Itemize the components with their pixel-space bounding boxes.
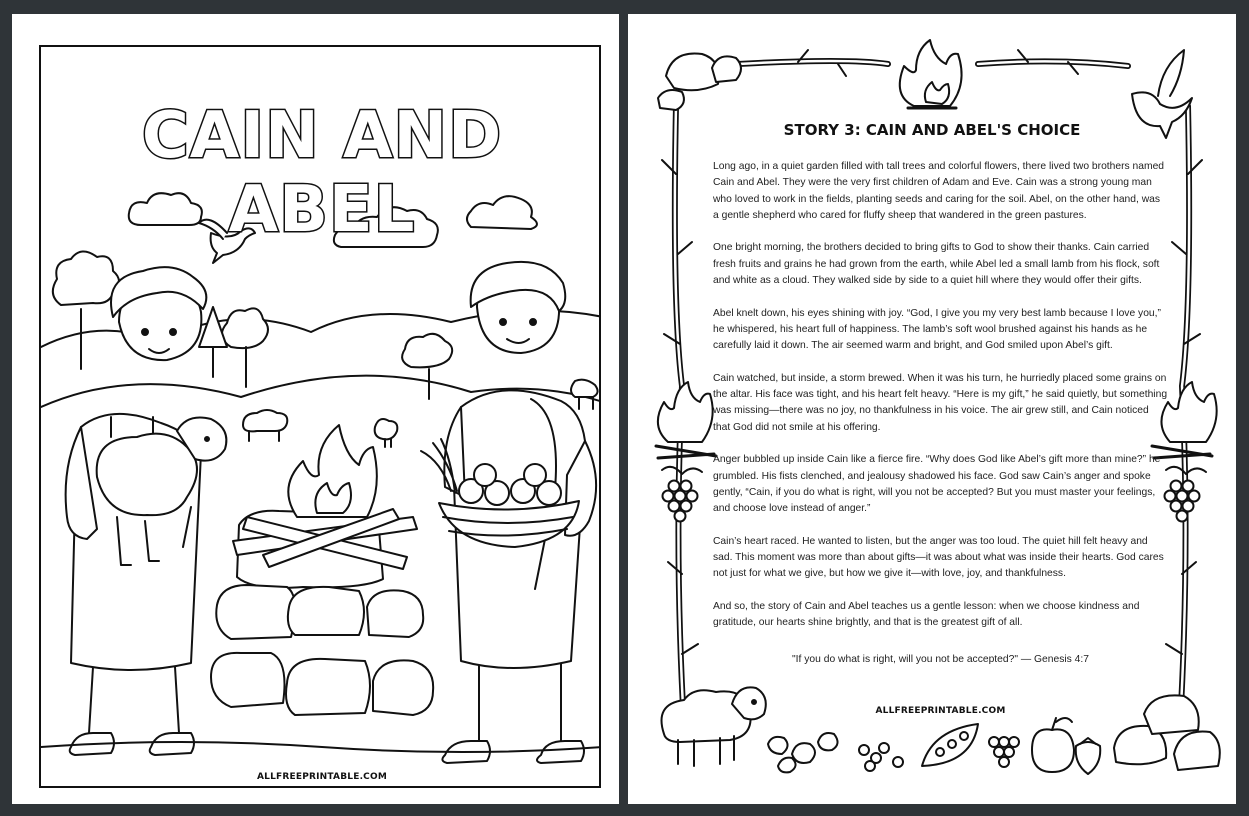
flame-icon <box>288 425 377 517</box>
story-paragraph: Abel knelt down, his eyes shining with joy. “God, I give you my very best lamb because I love you,” he whispered, his heart full of happiness. The lamb’s soft wool brushed against his hands as he carefully laid it down. The air seemed warm and bright, and God smiled upon Abel’s gift. <box>713 307 1161 352</box>
grapes-icon <box>662 467 702 522</box>
goat-icon <box>571 380 598 409</box>
cover-frame <box>39 45 601 788</box>
coloring-page <box>12 14 619 804</box>
story-paragraph: Cain watched, but inside, a storm brewed. When it was his turn, he hurriedly placed some grains on the altar. His face was tight, and his heart felt heavy. “Here is my gift,” he said quietly, but something was missing—there was no joy, no thankfulness in his voice. The air grew still, and Cain noticed that God did not smile at his offering. <box>713 372 1168 433</box>
story-title: STORY 3: CAIN AND ABEL'S CHOICE <box>783 121 1081 139</box>
beans-icon <box>768 733 903 772</box>
bible-verse: "If you do what is right, will you not be accepted?" — Genesis 4:7 <box>792 654 1089 665</box>
cover-title: CAIN AND ABEL <box>141 99 503 247</box>
ground-line <box>41 742 601 752</box>
apple-icon <box>1032 718 1074 772</box>
story-body <box>713 159 1168 648</box>
hen-icon <box>375 419 398 447</box>
stones-icon <box>658 53 741 110</box>
strawberry-icon <box>1076 738 1101 774</box>
flame-icon <box>900 40 962 108</box>
lamb-icon <box>662 687 766 766</box>
story-page <box>628 14 1236 804</box>
dove-icon <box>1132 50 1192 138</box>
story-paragraph: Long ago, in a quiet garden filled with tall trees and colorful flowers, there lived two brothers named Cain and Abel. They were the very first children of Adam and Eve. Cain was a strong young man who loved to work in the fields, planting seeds and caring for the soil. Abel, on the other hand, was a gentle shepherd who cared for fluffy sheep that wandered in the green pastures. <box>713 161 1165 221</box>
story-paragraph: One bright morning, the brothers decided to bring gifts to God to show their thanks. Cain carried fresh fruits and grains he had grown from the earth, while Abel led a small lamb from his flock, soft and white as a cloud. They walked side by side to a quiet hill where they would offer their gifts. <box>713 242 1160 287</box>
site-footer: ALLFREEPRINTABLE.COM <box>875 706 1006 716</box>
site-footer: ALLFREEPRINTABLE.COM <box>257 772 387 782</box>
torch-flame-icon <box>656 382 716 458</box>
pea-pod-icon <box>922 724 978 766</box>
story-paragraph: Anger bubbled up inside Cain like a fierce fire. “Why does God like Abel’s gift more than mine?” he grumbled. His fists clenched, and jealousy shadowed his face. God saw Cain’s anger and spoke gently, “Cain, if you do what is right, will you not be accepted? But you must master your feelings, and choose love instead of anger.” <box>713 454 1161 515</box>
sheep-icon <box>243 410 287 441</box>
story-paragraph: And so, the story of Cain and Abel teaches us a gentle lesson: when we choose kindness and gratitude, our hearts shine brightly, and that is the greatest gift of all. <box>713 601 1140 629</box>
story-paragraph: Cain’s heart raced. He wanted to listen, but the anger was too loud. The quiet hill felt heavy and sad. This moment was more than about gifts—it was about what was inside their hearts. God cares not just for what we give, but how we give it—with love, joy, and thankfulness. <box>713 535 1164 580</box>
grapes-icon <box>989 737 1019 767</box>
